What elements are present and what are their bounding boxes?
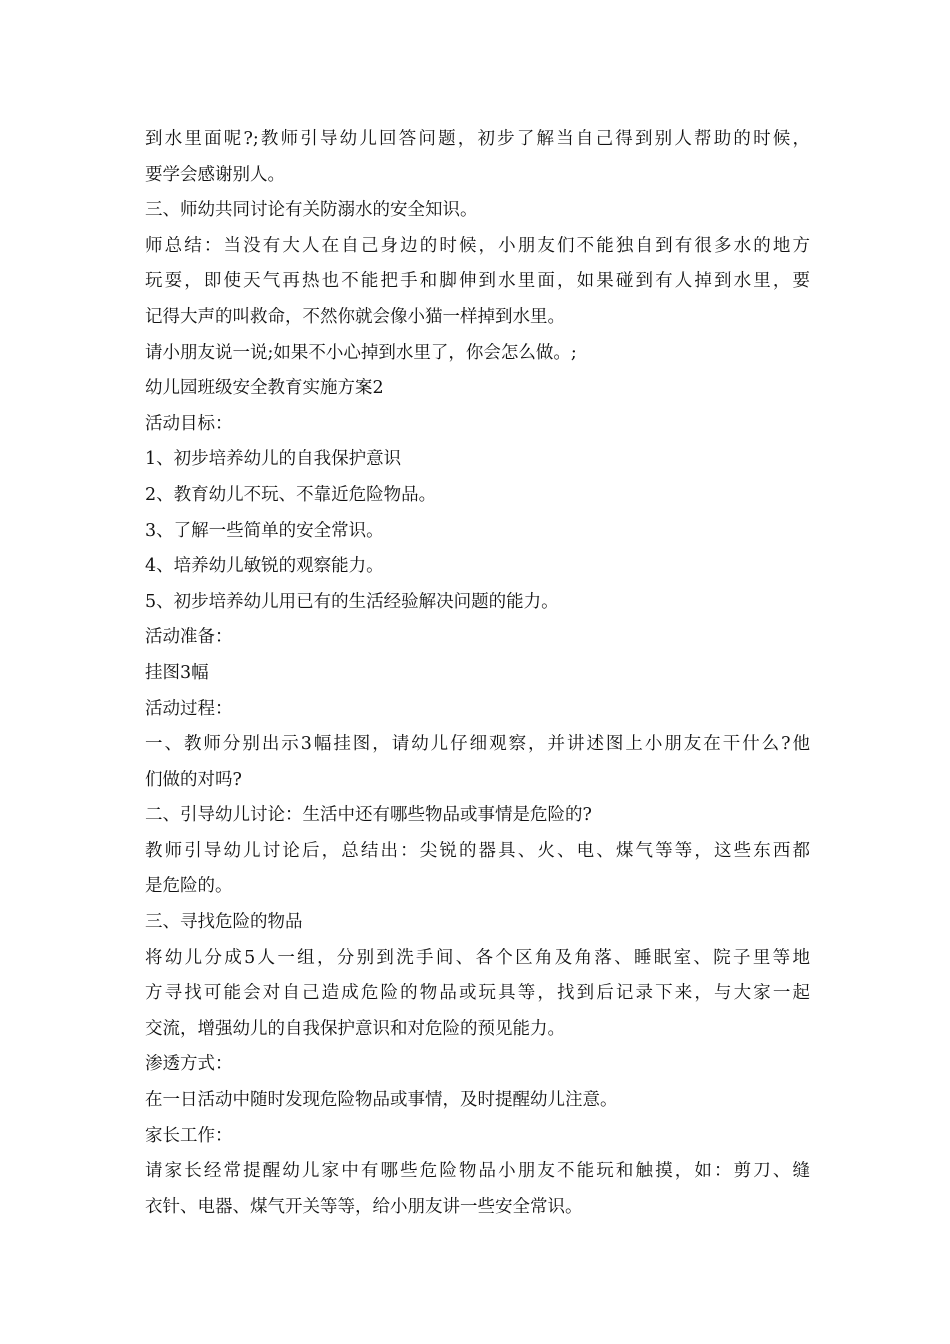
text-line: 1、初步培养幼儿的自我保护意识: [145, 449, 402, 470]
text-line: 玩耍，即使天气再热也不能把手和脚伸到水里面，如果碰到有人掉到水里，要: [145, 271, 810, 292]
text-line: 教师引导幼儿讨论后，总结出：尖锐的器具、火、电、煤气等等，这些东西都: [145, 840, 810, 861]
text-line: 请家长经常提醒幼儿家中有哪些危险物品小朋友不能玩和触摸，如：剪刀、缝: [145, 1161, 810, 1182]
text-line: 方寻找可能会对自己造成危险的物品或玩具等，找到后记录下来，与大家一起: [145, 983, 810, 1004]
text-line: 三、寻找危险的物品: [145, 912, 303, 933]
text-line: 挂图3幅: [145, 662, 209, 683]
text-line: 师总结：当没有大人在自己身边的时候，小朋友们不能独自到有很多水的地方: [145, 235, 810, 256]
text-line: 活动准备：: [145, 627, 233, 648]
text-line: 家长工作：: [145, 1125, 233, 1146]
text-line: 交流，增强幼儿的自我保护意识和对危险的预见能力。: [145, 1018, 565, 1039]
text-line: 2、教育幼儿不玩、不靠近危险物品。: [145, 484, 437, 505]
text-line: 衣针、电器、煤气开关等等，给小朋友讲一些安全常识。: [145, 1196, 583, 1217]
text-line: 活动过程：: [145, 698, 233, 719]
text-line: 三、师幼共同讨论有关防溺水的安全知识。: [145, 200, 478, 221]
text-line: 将幼儿分成5人一组，分别到洗手间、各个区角及角落、睡眠室、院子里等地: [145, 947, 810, 968]
text-line: 到水里面呢?;教师引导幼儿回答问题，初步了解当自己得到别人帮助的时候，: [145, 129, 810, 149]
text-line: 请小朋友说一说;如果不小心掉到水里了，你会怎么做。;: [145, 342, 577, 363]
document-body: [145, 122, 810, 1225]
text-line: 记得大声的叫救命，不然你就会像小猫一样掉到水里。: [145, 306, 565, 327]
text-line: 3、了解一些简单的安全常识。: [145, 520, 384, 541]
text-line: 二、引导幼儿讨论：生活中还有哪些物品或事情是危险的?: [145, 805, 592, 826]
text-line: 是危险的。: [145, 876, 233, 897]
text-line: 在一日活动中随时发现危险物品或事情，及时提醒幼儿注意。: [145, 1090, 618, 1111]
text-line: 要学会感谢别人。: [145, 164, 285, 185]
text-line: 一、教师分别出示3幅挂图，请幼儿仔细观察，并讲述图上小朋友在干什么?他: [145, 734, 810, 755]
text-line: 渗透方式：: [145, 1054, 233, 1075]
text-line: 活动目标：: [145, 413, 233, 434]
text-line: 5、初步培养幼儿用已有的生活经验解决问题的能力。: [145, 591, 559, 612]
text-line: 幼儿园班级安全教育实施方案2: [145, 378, 384, 399]
text-line: 们做的对吗?: [145, 769, 242, 790]
text-line: 4、培养幼儿敏锐的观察能力。: [145, 556, 384, 577]
